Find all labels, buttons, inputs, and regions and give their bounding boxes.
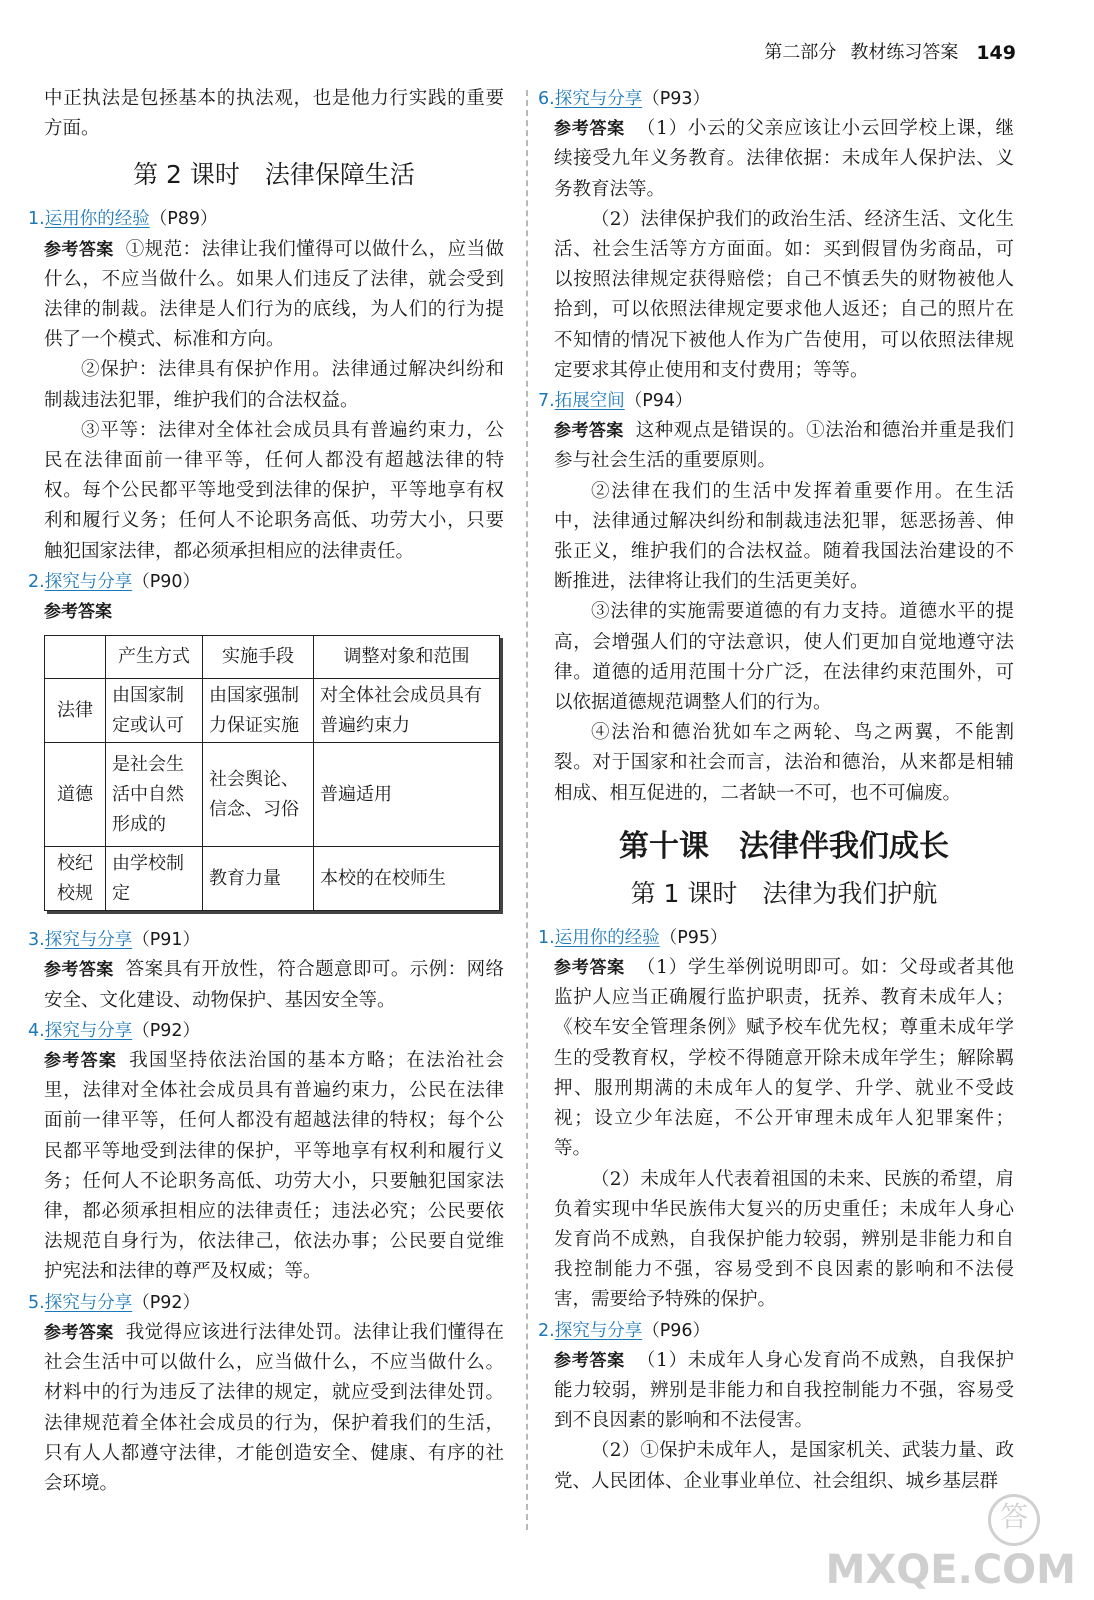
answer-label: 参考答案 <box>554 421 624 442</box>
table-cell: 由国家强制力保证实施 <box>203 679 314 743</box>
question-number: 5. <box>28 1292 45 1313</box>
table-cell: 是社会生活中自然形成的 <box>106 743 203 847</box>
table-cell: 对全体社会成员具有普遍约束力 <box>314 679 500 743</box>
header-title: 教材练习答案 <box>850 41 959 63</box>
question-heading-r1 <box>538 923 1014 953</box>
question-title: 运用你的经验 <box>44 209 150 230</box>
header-part: 第二部分 <box>764 41 837 63</box>
question-title: 探究与分享 <box>44 571 133 592</box>
question-page: （P96） <box>642 1320 711 1341</box>
question-heading-4 <box>28 1016 504 1046</box>
answer-paragraph: ③法律的实施需要道德的有力支持。道德水平的提高，会增强人们的守法意识，使人们更加自觉地遵守法律。道德的适用范围十分广泛，在法律约束范围外，可以依据道德规范调整人们的行为。 <box>554 601 1014 714</box>
right-column <box>538 84 1015 1497</box>
page-number: 149 <box>976 41 1016 64</box>
answer-label: 参考答案 <box>554 958 625 979</box>
question-number: 3. <box>28 930 45 951</box>
watermark-logo-icon: 答 <box>988 1494 1040 1546</box>
answer-paragraph: ②法律在我们的生活中发挥着重要作用。在生活中，法律通过解决纠纷和制裁违法犯罪，惩恶扬善、伸张正义，维护我们的合法权益。随着我国法治建设的不断推进，法律将让我们的生活更美好。 <box>554 480 1014 593</box>
column-divider <box>526 90 528 1530</box>
question-title: 拓展空间 <box>554 391 625 412</box>
question-heading-7 <box>538 386 1014 416</box>
answer-label: 参考答案 <box>44 1051 118 1072</box>
question-title: 运用你的经验 <box>554 927 660 948</box>
answer-label: 参考答案 <box>44 239 114 260</box>
question-heading-1 <box>28 204 504 234</box>
answer-paragraph: （2）未成年人代表着祖国的未来、民族的希望，肩负着实现中华民族伟大复兴的历史重任；未成年人身心发育尚不成熟，自我保护能力较弱，辨别是非能力和自我控制能力不强，容易受到不良因素的影响和不法侵害，需要给予特殊的保护。 <box>554 1168 1014 1311</box>
question-number: 2. <box>538 1320 555 1341</box>
question-heading-6 <box>538 84 1014 114</box>
answer-paragraph: 参考答案 ①规范：法律让我们懂得可以做什么，应当做什么，不应当做什么。如果人们违反了法律，就会受到法律的制裁。法律是人们行为的底线，为人们的行为提供了一个模式、标准和方向。 <box>44 238 504 351</box>
watermark-text: MXQE.COM <box>825 1547 1076 1593</box>
unit-title: 第十课 法律伴我们成长 <box>619 828 949 864</box>
question-heading-2 <box>28 567 504 597</box>
answer-paragraph: 参考答案 答案具有开放性，符合题意即可。示例：网络安全、文化建设、动物保护、基因安全等。 <box>44 959 504 1011</box>
answer-paragraph: 参考答案 （1）未成年人身心发育尚不成熟，自我保护能力较弱，辨别是非能力和自我控制能力不强，容易受到不良因素的影响和不法侵害。 <box>554 1349 1015 1432</box>
table-header-row <box>45 636 500 679</box>
table-row <box>45 743 500 847</box>
question-number: 4. <box>28 1020 45 1041</box>
answer-paragraph: 参考答案 （1）学生举例说明即可。如：父母或者其他监护人应当正确履行监护职责，抚养、教育未成年人；《校车安全管理条例》赋予校车优先权；尊重未成年学生的受教育权，学校不得随意开除未成年学生；解除羁押、服刑期满的未成年人的复学、升学、就业不受歧视；设立少年法庭，不公开审理未成年人犯罪案件；等。 <box>554 957 1015 1160</box>
left-column <box>28 84 504 1499</box>
answer-paragraph <box>44 597 504 627</box>
question-title: 探究与分享 <box>44 1020 133 1041</box>
table-row-header: 法律 <box>45 679 106 743</box>
table-cell: 本校的在校师生 <box>314 847 500 911</box>
answer-label: 参考答案 <box>44 1322 114 1343</box>
page-header <box>764 38 1016 68</box>
table-cell: 社会舆论、信念、习俗 <box>203 743 314 847</box>
answer-paragraph: （2）法律保护我们的政治生活、经济生活、文化生活、社会生活等方方面面。如：买到假冒伪劣商品，可以按照法律规定获得赔偿；自己不慎丢失的财物被他人拾到，可以依照法律规定要求他人返还；自己的照片在不知情的情况下被他人作为广告使用，可以依照法律规定要求其停止使用和支付费用；等等。 <box>554 208 1014 381</box>
intro-paragraph: 中正执法是包拯基本的执法观，也是他力行实践的重要方面。 <box>44 88 504 140</box>
question-number: 7. <box>538 391 555 412</box>
answer-paragraph: ③平等：法律对全体社会成员具有普遍约束力，公民在法律面前一律平等，任何人都没有超越法律的特权。每个公民都平等地受到法律的保护，平等地享有权利和履行义务；任何人不论职务高低、功劳大小，只要触犯国家法律，都必须承担相应的法律责任。 <box>44 419 504 562</box>
table-header-cell: 调整对象和范围 <box>314 636 500 679</box>
question-number: 1. <box>28 209 45 230</box>
question-title: 探究与分享 <box>554 1320 643 1341</box>
table-cell: 由国家制定或认可 <box>106 679 203 743</box>
table-header-cell: 产生方式 <box>106 636 203 679</box>
question-title: 探究与分享 <box>44 930 133 951</box>
answer-paragraph: ②保护：法律具有保护作用。法律通过解决纠纷和制裁违法犯罪，维护我们的合法权益。 <box>44 359 504 411</box>
table-row <box>45 679 500 743</box>
table-header-cell: 实施手段 <box>203 636 314 679</box>
table-row-header: 校纪校规 <box>45 847 106 911</box>
answer-paragraph: 参考答案 （1）小云的父亲应该让小云回学校上课，继续接受九年义务教育。法律依据：未成年人保护法、义务教育法等。 <box>554 118 1015 200</box>
question-page: （P95） <box>659 927 728 948</box>
question-heading-r2 <box>538 1316 1014 1346</box>
question-page: （P93） <box>642 89 711 109</box>
answer-paragraph: （2）①保护未成年人，是国家机关、武装力量、政党、人民团体、企业事业单位、社会组织、城乡基层群 <box>554 1440 1014 1492</box>
question-page: （P94） <box>624 391 693 412</box>
answer-label: 参考答案 <box>554 1350 625 1371</box>
question-number: 6. <box>538 89 555 109</box>
table-header-cell <box>45 636 106 679</box>
question-heading-5 <box>28 1288 504 1318</box>
comparison-table <box>44 635 500 911</box>
table-row-header: 道德 <box>45 743 106 847</box>
lesson-title: 第 2 课时 法律保障生活 <box>133 160 415 190</box>
watermark <box>825 1500 1076 1593</box>
answer-label: 参考答案 <box>44 960 114 981</box>
table-cell: 教育力量 <box>203 847 314 911</box>
question-number: 1. <box>538 927 555 948</box>
question-title: 探究与分享 <box>44 1292 133 1313</box>
table-cell: 由学校制定 <box>106 847 203 911</box>
answer-paragraph: 参考答案 我觉得应该进行法律处罚。法律让我们懂得在社会生活中可以做什么，应当做什么，不应当做什么。材料中的行为违反了法律的规定，就应受到法律处罚。法律规范着全体社会成员的行为，保护着我们的生活，只有人人都遵守法律，才能创造安全、健康、有序的社会环境。 <box>44 1321 504 1494</box>
table-cell: 普遍适用 <box>314 743 500 847</box>
question-page: （P92） <box>132 1292 201 1313</box>
answer-label: 参考答案 <box>44 602 112 623</box>
question-page: （P91） <box>132 930 201 951</box>
question-page: （P89） <box>149 209 218 230</box>
question-title: 探究与分享 <box>554 89 643 109</box>
lesson-title: 第 1 课时 法律为我们护航 <box>630 878 938 908</box>
table-row <box>45 847 500 911</box>
answer-paragraph: 参考答案 我国坚持依法治国的基本方略；在法治社会里，法律对全体社会成员具有普遍约束力，公民在法律面前一律平等，任何人都没有超越法律的特权；每个公民都平等地受到法律的保护，平等地享有权利和履行义务；任何人不论职务高低、功劳大小，只要触犯国家法律，都必须承担相应的法律责任；违法必究；公民要依法规范自身行为，依法律己，依法办事；公民要自觉维护宪法和法律的尊严及权威；等。 <box>44 1050 504 1283</box>
answer-paragraph: ④法治和德治犹如车之两轮、鸟之两翼，不能割裂。对于国家和社会而言，法治和德治，从来都是相辅相成、相互促进的，二者缺一不可，也不可偏废。 <box>554 722 1014 804</box>
question-page: （P90） <box>132 571 201 592</box>
question-page: （P92） <box>132 1020 201 1041</box>
question-number: 2. <box>28 571 45 592</box>
answer-label: 参考答案 <box>554 119 625 140</box>
question-heading-3 <box>28 925 504 955</box>
answer-paragraph: 参考答案 这种观点是错误的。①法治和德治并重是我们参与社会生活的重要原则。 <box>554 420 1014 472</box>
